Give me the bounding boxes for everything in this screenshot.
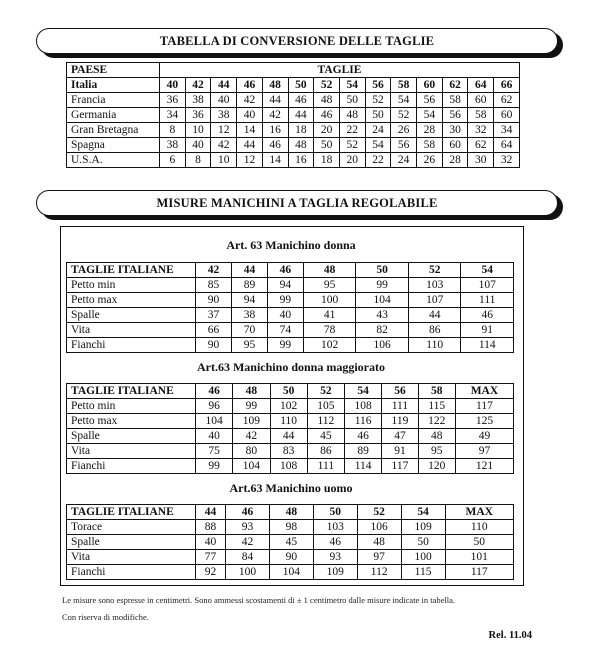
measure-value: 112: [307, 414, 344, 429]
size-value: 48: [262, 78, 288, 93]
size-value: 54: [339, 78, 365, 93]
size-value: 40: [211, 93, 237, 108]
measure-value: 93: [226, 520, 270, 535]
size-header: 50: [313, 505, 357, 520]
size-value: 64: [494, 138, 520, 153]
measure-value: 90: [196, 293, 232, 308]
measure-value: 93: [313, 550, 357, 565]
size-value: 54: [417, 108, 443, 123]
measure-value: 90: [269, 550, 313, 565]
size-value: 6: [160, 153, 186, 168]
measure-value: 109: [401, 520, 445, 535]
measure-label: Petto max: [67, 293, 196, 308]
size-value: 20: [314, 123, 340, 138]
size-header: 42: [196, 263, 232, 278]
measure-value: 104: [233, 459, 270, 474]
size-value: 64: [468, 78, 494, 93]
country-header: PAESE: [67, 63, 160, 78]
size-value: 60: [442, 138, 468, 153]
measure-value: 40: [196, 535, 226, 550]
size-header: MAX: [455, 384, 513, 399]
size-value: 52: [314, 78, 340, 93]
measure-value: 94: [267, 278, 303, 293]
measurement-note: Le misure sono espresse in centimetri. Sono ammessi scostamenti di ± 1 centimetro dalle misure indicate in tabella.: [62, 595, 455, 605]
size-header: 46: [226, 505, 270, 520]
measure-value: 95: [231, 338, 267, 353]
measure-value: 114: [345, 459, 382, 474]
country-name: Gran Bretagna: [67, 123, 160, 138]
measure-value: 97: [357, 550, 401, 565]
disclaimer-note: Con riserva di modifiche.: [62, 612, 149, 622]
size-header: 50: [270, 384, 307, 399]
size-value: 44: [288, 108, 314, 123]
uomo-table: [66, 504, 514, 580]
measure-value: 46: [345, 429, 382, 444]
size-value: 46: [314, 108, 340, 123]
table-row: [67, 293, 514, 308]
measure-value: 107: [461, 278, 514, 293]
measure-value: 110: [408, 338, 461, 353]
table-row: [67, 108, 520, 123]
size-value: 48: [314, 93, 340, 108]
measure-value: 125: [455, 414, 513, 429]
measure-value: 103: [408, 278, 461, 293]
size-value: 38: [160, 138, 186, 153]
country-name: Spagna: [67, 138, 160, 153]
size-header: 48: [303, 263, 356, 278]
size-value: 12: [211, 123, 237, 138]
measure-value: 48: [418, 429, 455, 444]
size-value: 36: [185, 108, 211, 123]
size-value: 62: [442, 78, 468, 93]
measure-label: Vita: [67, 323, 196, 338]
size-header: 44: [231, 263, 267, 278]
measure-value: 75: [196, 444, 233, 459]
measure-value: 119: [382, 414, 418, 429]
measure-label: Fianchi: [67, 459, 196, 474]
measure-value: 110: [270, 414, 307, 429]
size-header: 54: [461, 263, 514, 278]
size-header: 48: [233, 384, 270, 399]
size-value: 40: [237, 108, 263, 123]
size-value: 24: [391, 153, 417, 168]
donna-title: Art. 63 Manichino donna: [226, 238, 356, 252]
measure-value: 46: [313, 535, 357, 550]
measure-value: 95: [418, 444, 455, 459]
size-value: 48: [339, 108, 365, 123]
measure-value: 99: [356, 278, 409, 293]
measure-label: Vita: [67, 444, 196, 459]
measure-label: Fianchi: [67, 338, 196, 353]
size-value: 60: [468, 93, 494, 108]
release-label: Rel. 11.04: [488, 630, 532, 641]
table-row: [67, 459, 514, 474]
table-row: [67, 429, 514, 444]
size-value: 8: [160, 123, 186, 138]
size-value: 58: [468, 108, 494, 123]
country-name: Italia: [67, 78, 160, 93]
size-value: 18: [314, 153, 340, 168]
measure-value: 85: [196, 278, 232, 293]
size-value: 66: [494, 78, 520, 93]
size-value: 8: [185, 153, 211, 168]
measure-value: 106: [356, 338, 409, 353]
measure-value: 82: [356, 323, 409, 338]
size-header-label: TAGLIE ITALIANE: [67, 263, 196, 278]
measure-value: 45: [269, 535, 313, 550]
size-value: 28: [417, 123, 443, 138]
measure-value: 117: [382, 459, 418, 474]
table-row: [67, 153, 520, 168]
measure-value: 49: [455, 429, 513, 444]
measure-value: 89: [231, 278, 267, 293]
size-header-label: TAGLIE ITALIANE: [67, 505, 196, 520]
measure-value: 121: [455, 459, 513, 474]
measure-value: 106: [357, 520, 401, 535]
measure-value: 86: [408, 323, 461, 338]
measure-value: 91: [461, 323, 514, 338]
size-value: 42: [211, 138, 237, 153]
measure-value: 103: [313, 520, 357, 535]
size-value: 50: [339, 93, 365, 108]
measure-value: 42: [233, 429, 270, 444]
measure-value: 122: [418, 414, 455, 429]
measure-value: 111: [382, 399, 418, 414]
size-value: 42: [237, 93, 263, 108]
size-value: 26: [417, 153, 443, 168]
size-value: 56: [365, 78, 391, 93]
table-row: [67, 123, 520, 138]
size-header: 52: [357, 505, 401, 520]
size-value: 62: [468, 138, 494, 153]
measure-value: 50: [401, 535, 445, 550]
size-value: 16: [262, 123, 288, 138]
measure-value: 74: [267, 323, 303, 338]
measure-value: 105: [307, 399, 344, 414]
size-value: 34: [494, 123, 520, 138]
measure-value: 98: [269, 520, 313, 535]
size-header: 56: [382, 384, 418, 399]
table-row: [67, 138, 520, 153]
size-value: 50: [314, 138, 340, 153]
sizes-header: TAGLIE: [160, 63, 520, 78]
measure-value: 100: [401, 550, 445, 565]
size-value: 18: [288, 123, 314, 138]
uomo-title: Art.63 Manichino uomo: [229, 481, 353, 495]
size-value: 52: [365, 93, 391, 108]
size-value: 26: [391, 123, 417, 138]
size-value: 22: [339, 123, 365, 138]
country-name: Francia: [67, 93, 160, 108]
size-value: 32: [468, 123, 494, 138]
measure-value: 110: [445, 520, 513, 535]
measure-value: 100: [303, 293, 356, 308]
measure-value: 40: [196, 429, 233, 444]
measure-value: 41: [303, 308, 356, 323]
measure-value: 116: [345, 414, 382, 429]
measure-value: 104: [196, 414, 233, 429]
measure-value: 101: [445, 550, 513, 565]
size-value: 32: [494, 153, 520, 168]
conversion-section-banner: [36, 28, 558, 54]
size-header: 48: [269, 505, 313, 520]
size-value: 24: [365, 123, 391, 138]
size-value: 54: [391, 93, 417, 108]
size-value: 52: [391, 108, 417, 123]
size-header: 50: [356, 263, 409, 278]
size-value: 10: [185, 123, 211, 138]
table-row: [67, 78, 520, 93]
measure-value: 88: [196, 520, 226, 535]
size-value: 28: [442, 153, 468, 168]
measure-label: Torace: [67, 520, 196, 535]
table-header-row: [67, 263, 514, 278]
size-value: 42: [262, 108, 288, 123]
table-row: [67, 535, 514, 550]
measure-value: 38: [231, 308, 267, 323]
measure-value: 108: [345, 399, 382, 414]
measure-value: 48: [357, 535, 401, 550]
measure-value: 112: [357, 565, 401, 580]
measure-value: 97: [455, 444, 513, 459]
table-header-row: [67, 384, 514, 399]
measure-value: 115: [401, 565, 445, 580]
measure-value: 40: [267, 308, 303, 323]
size-value: 56: [417, 93, 443, 108]
table-row: [67, 444, 514, 459]
measure-value: 99: [233, 399, 270, 414]
measure-label: Spalle: [67, 429, 196, 444]
conversion-title: TABELLA DI CONVERSIONE DELLE TAGLIE: [159, 34, 435, 48]
measure-value: 111: [461, 293, 514, 308]
size-value: 58: [417, 138, 443, 153]
size-value: 56: [442, 108, 468, 123]
table-row: [67, 399, 514, 414]
size-value: 14: [237, 123, 263, 138]
country-name: U.S.A.: [67, 153, 160, 168]
measure-value: 111: [307, 459, 344, 474]
donna-table: [66, 262, 514, 353]
measure-value: 108: [270, 459, 307, 474]
table-row: [67, 565, 514, 580]
measure-value: 99: [196, 459, 233, 474]
size-value: 50: [288, 78, 314, 93]
measure-value: 46: [461, 308, 514, 323]
measure-value: 99: [267, 338, 303, 353]
size-value: 46: [288, 93, 314, 108]
measure-value: 96: [196, 399, 233, 414]
size-value: 60: [494, 108, 520, 123]
measure-value: 94: [231, 293, 267, 308]
size-value: 34: [160, 108, 186, 123]
size-conversion-table: [66, 62, 520, 168]
measure-value: 37: [196, 308, 232, 323]
size-value: 44: [262, 93, 288, 108]
measure-label: Petto max: [67, 414, 196, 429]
measure-value: 50: [445, 535, 513, 550]
size-header: 52: [307, 384, 344, 399]
measure-label: Spalle: [67, 535, 196, 550]
size-value: 44: [211, 78, 237, 93]
measure-value: 83: [270, 444, 307, 459]
size-value: 30: [468, 153, 494, 168]
measure-label: Spalle: [67, 308, 196, 323]
table-row: [67, 323, 514, 338]
measure-value: 120: [418, 459, 455, 474]
size-value: 20: [339, 153, 365, 168]
measure-value: 102: [270, 399, 307, 414]
size-header: 46: [196, 384, 233, 399]
measure-value: 114: [461, 338, 514, 353]
donna-magg-title: Art.63 Manichino donna maggiorato: [196, 360, 385, 374]
size-value: 54: [365, 138, 391, 153]
measure-value: 70: [231, 323, 267, 338]
size-header: MAX: [445, 505, 513, 520]
table-row: [67, 93, 520, 108]
measure-value: 104: [356, 293, 409, 308]
measure-value: 42: [226, 535, 270, 550]
measure-value: 66: [196, 323, 232, 338]
measure-value: 80: [233, 444, 270, 459]
size-header: 52: [408, 263, 461, 278]
measure-value: 86: [307, 444, 344, 459]
size-header: 46: [267, 263, 303, 278]
size-header-label: TAGLIE ITALIANE: [67, 384, 196, 399]
size-value: 22: [365, 153, 391, 168]
size-value: 40: [160, 78, 186, 93]
size-value: 58: [442, 93, 468, 108]
measure-value: 43: [356, 308, 409, 323]
table-row: [67, 338, 514, 353]
size-value: 30: [442, 123, 468, 138]
size-value: 62: [494, 93, 520, 108]
table-row: [67, 414, 514, 429]
measure-value: 107: [408, 293, 461, 308]
size-value: 14: [262, 153, 288, 168]
table-row: [67, 550, 514, 565]
table-row: [67, 308, 514, 323]
size-value: 58: [391, 78, 417, 93]
measure-value: 44: [270, 429, 307, 444]
size-value: 50: [365, 108, 391, 123]
measure-value: 115: [418, 399, 455, 414]
size-header: 54: [401, 505, 445, 520]
size-value: 12: [237, 153, 263, 168]
measure-value: 84: [226, 550, 270, 565]
measure-value: 117: [445, 565, 513, 580]
measure-value: 104: [269, 565, 313, 580]
size-value: 52: [339, 138, 365, 153]
size-value: 48: [288, 138, 314, 153]
measure-value: 109: [313, 565, 357, 580]
size-value: 10: [211, 153, 237, 168]
table-row: [67, 278, 514, 293]
measure-value: 77: [196, 550, 226, 565]
measure-value: 109: [233, 414, 270, 429]
country-name: Germania: [67, 108, 160, 123]
mannequin-section-banner: [36, 190, 558, 216]
size-value: 56: [391, 138, 417, 153]
measure-value: 92: [196, 565, 226, 580]
size-value: 44: [237, 138, 263, 153]
donna-magg-table: [66, 383, 514, 474]
size-value: 42: [185, 78, 211, 93]
measure-value: 91: [382, 444, 418, 459]
table-header-row: [67, 63, 520, 78]
size-header: 58: [418, 384, 455, 399]
size-value: 38: [185, 93, 211, 108]
size-value: 36: [160, 93, 186, 108]
table-row: [67, 520, 514, 535]
measure-value: 45: [307, 429, 344, 444]
measure-value: 47: [382, 429, 418, 444]
measure-value: 78: [303, 323, 356, 338]
mannequin-title: MISURE MANICHINI A TAGLIA REGOLABILE: [156, 196, 438, 210]
size-value: 46: [237, 78, 263, 93]
measure-value: 99: [267, 293, 303, 308]
size-value: 46: [262, 138, 288, 153]
measure-value: 90: [196, 338, 232, 353]
measure-label: Fianchi: [67, 565, 196, 580]
conversion-body: [67, 78, 520, 168]
size-value: 16: [288, 153, 314, 168]
measure-label: Petto min: [67, 278, 196, 293]
measure-value: 117: [455, 399, 513, 414]
measure-value: 102: [303, 338, 356, 353]
measure-label: Petto min: [67, 399, 196, 414]
measure-value: 89: [345, 444, 382, 459]
size-value: 60: [417, 78, 443, 93]
measure-label: Vita: [67, 550, 196, 565]
size-value: 40: [185, 138, 211, 153]
size-header: 54: [345, 384, 382, 399]
size-header: 44: [196, 505, 226, 520]
table-header-row: [67, 505, 514, 520]
measure-value: 95: [303, 278, 356, 293]
measure-value: 100: [226, 565, 270, 580]
measure-value: 44: [408, 308, 461, 323]
size-value: 38: [211, 108, 237, 123]
